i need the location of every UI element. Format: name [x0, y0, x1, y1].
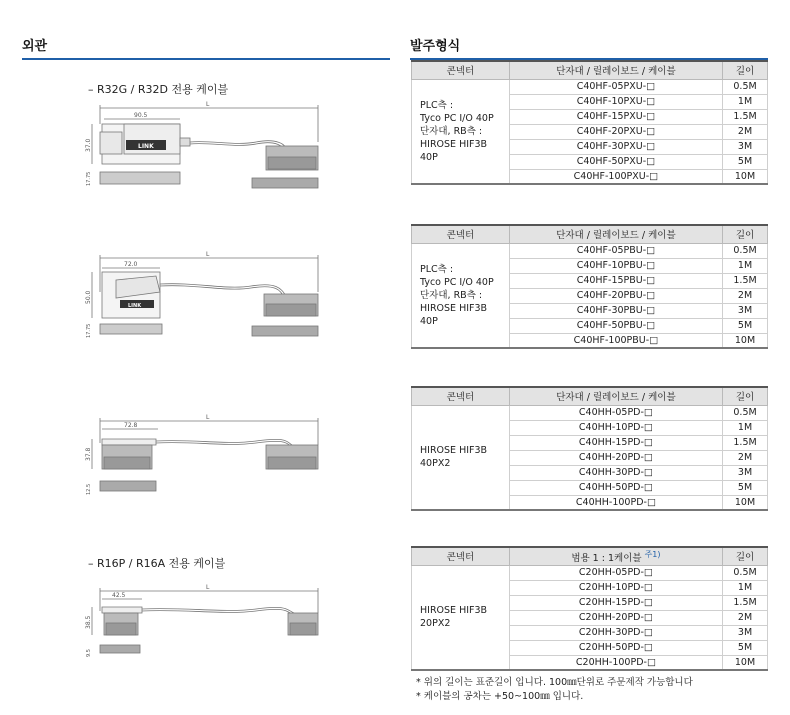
header-length: 길이 — [723, 225, 768, 243]
header-connector: 콘넥터 — [412, 387, 510, 405]
drawing4-dim-b: 38.5 — [85, 615, 92, 629]
model-cell: C40HF-30PBU-□ — [509, 303, 722, 318]
length-cell: 10M — [723, 495, 768, 510]
model-cell: C40HF-20PBU-□ — [509, 288, 722, 303]
length-cell: 5M — [723, 318, 768, 333]
drawing1-dim-a: 90.5 — [134, 112, 148, 119]
model-cell: C40HF-05PXU-□ — [509, 79, 722, 94]
length-cell: 3M — [723, 139, 768, 154]
model-cell: C40HF-15PBU-□ — [509, 273, 722, 288]
length-cell: 0.5M — [723, 565, 768, 580]
model-cell: C40HF-20PXU-□ — [509, 124, 722, 139]
length-cell: 1M — [723, 420, 768, 435]
length-cell: 1.5M — [723, 435, 768, 450]
model-cell: C40HF-50PBU-□ — [509, 318, 722, 333]
connector-cell: HIROSE HIF3B 20PX2 — [412, 565, 510, 670]
length-cell: 3M — [723, 625, 768, 640]
drawing-cable-3 — [86, 415, 326, 495]
length-cell: 10M — [723, 333, 768, 348]
model-cell: C40HH-100PD-□ — [509, 495, 722, 510]
header-model-label: 범용 1 : 1케이블 — [571, 552, 642, 564]
length-cell: 1M — [723, 94, 768, 109]
footnotes — [416, 676, 693, 704]
subtitle-r16: – R16P / R16A 전용 케이블 — [88, 557, 226, 570]
length-cell: 1M — [723, 580, 768, 595]
header-model: 단자대 / 릴레이보드 / 케이블 — [509, 387, 722, 405]
drawing2-dim-c: 17.75 — [86, 323, 92, 338]
length-cell: 1M — [723, 258, 768, 273]
model-cell: C40HH-20PD-□ — [509, 450, 722, 465]
header-length: 길이 — [723, 387, 768, 405]
model-cell: C40HF-15PXU-□ — [509, 109, 722, 124]
model-cell: C40HH-05PD-□ — [509, 405, 722, 420]
drawing1-length: L — [206, 101, 210, 108]
drawing-cable-2 — [86, 252, 326, 347]
length-cell: 5M — [723, 480, 768, 495]
drawing2-logo: LINK — [128, 303, 142, 309]
drawing3-dim-b: 37.8 — [85, 447, 92, 461]
drawing1-dim-b: 37.0 — [85, 138, 92, 152]
drawing4-dim-c: 9.5 — [86, 649, 92, 657]
drawing2-dim-b: 50.0 — [85, 290, 92, 304]
connector-cell: PLC측 : Tyco PC I/O 40P 단자대, RB측 : HIROSE HIF3B 40P — [412, 79, 510, 184]
length-cell: 3M — [723, 465, 768, 480]
model-cell: C40HF-100PBU-□ — [509, 333, 722, 348]
header-connector: 콘넥터 — [412, 225, 510, 243]
footnote-marker: 주1) — [644, 549, 661, 559]
drawing3-dim-a: 72.8 — [124, 422, 138, 429]
model-cell: C20HH-10PD-□ — [509, 580, 722, 595]
drawing1-logo: LINK — [138, 143, 154, 150]
header-length: 길이 — [723, 547, 768, 565]
header-connector: 콘넥터 — [412, 61, 510, 79]
length-cell: 0.5M — [723, 243, 768, 258]
header-model — [509, 547, 722, 565]
length-cell: 0.5M — [723, 79, 768, 94]
model-cell: C20HH-100PD-□ — [509, 655, 722, 670]
model-cell: C40HH-30PD-□ — [509, 465, 722, 480]
drawing4-length: L — [206, 584, 210, 591]
order-table-4 — [411, 546, 768, 671]
model-cell: C40HF-10PBU-□ — [509, 258, 722, 273]
drawing2-length: L — [206, 251, 210, 258]
model-cell: C20HH-50PD-□ — [509, 640, 722, 655]
drawing-cable-1 — [86, 102, 326, 197]
model-cell: C20HH-05PD-□ — [509, 565, 722, 580]
connector-cell: PLC측 : Tyco PC I/O 40P 단자대, RB측 : HIROSE HIF3B 40P — [412, 243, 510, 348]
length-cell: 2M — [723, 288, 768, 303]
appearance-title: 외관 — [22, 39, 48, 54]
footnote-length: * 위의 길이는 표준길이 입니다. 100㎜단위로 주문제작 가능합니다 — [416, 677, 693, 688]
length-cell: 0.5M — [723, 405, 768, 420]
length-cell: 2M — [723, 124, 768, 139]
order-table-1 — [411, 60, 768, 185]
drawing4-dim-a: 42.5 — [112, 592, 126, 599]
model-cell: C40HF-50PXU-□ — [509, 154, 722, 169]
header-model: 단자대 / 릴레이보드 / 케이블 — [509, 61, 722, 79]
length-cell: 10M — [723, 169, 768, 184]
drawing3-length: L — [206, 414, 210, 421]
model-cell: C40HF-10PXU-□ — [509, 94, 722, 109]
drawing-cable-4 — [86, 585, 326, 660]
connector-cell: HIROSE HIF3B 40PX2 — [412, 405, 510, 510]
drawing3-dim-c: 12.5 — [86, 483, 92, 495]
header-model: 단자대 / 릴레이보드 / 케이블 — [509, 225, 722, 243]
footnote-tolerance: * 케이블의 공차는 +50~100㎜ 입니다. — [416, 691, 584, 702]
drawing2-dim-a: 72.0 — [124, 261, 138, 268]
header-connector: 콘넥터 — [412, 547, 510, 565]
length-cell: 1.5M — [723, 109, 768, 124]
header-length: 길이 — [723, 61, 768, 79]
order-table-2 — [411, 224, 768, 349]
model-cell: C20HH-15PD-□ — [509, 595, 722, 610]
length-cell: 1.5M — [723, 595, 768, 610]
order-format-title: 발주형식 — [410, 39, 461, 54]
model-cell: C40HF-30PXU-□ — [509, 139, 722, 154]
length-cell: 5M — [723, 640, 768, 655]
length-cell: 3M — [723, 303, 768, 318]
length-cell: 5M — [723, 154, 768, 169]
length-cell: 1.5M — [723, 273, 768, 288]
appearance-rule — [22, 58, 390, 60]
model-cell: C40HF-100PXU-□ — [509, 169, 722, 184]
model-cell: C40HH-10PD-□ — [509, 420, 722, 435]
model-cell: C20HH-20PD-□ — [509, 610, 722, 625]
model-cell: C40HF-05PBU-□ — [509, 243, 722, 258]
length-cell: 2M — [723, 610, 768, 625]
subtitle-r32: – R32G / R32D 전용 케이블 — [88, 83, 229, 96]
model-cell: C20HH-30PD-□ — [509, 625, 722, 640]
model-cell: C40HH-50PD-□ — [509, 480, 722, 495]
length-cell: 10M — [723, 655, 768, 670]
drawing1-dim-c: 17.75 — [86, 171, 92, 186]
length-cell: 2M — [723, 450, 768, 465]
order-table-3 — [411, 386, 768, 511]
model-cell: C40HH-15PD-□ — [509, 435, 722, 450]
